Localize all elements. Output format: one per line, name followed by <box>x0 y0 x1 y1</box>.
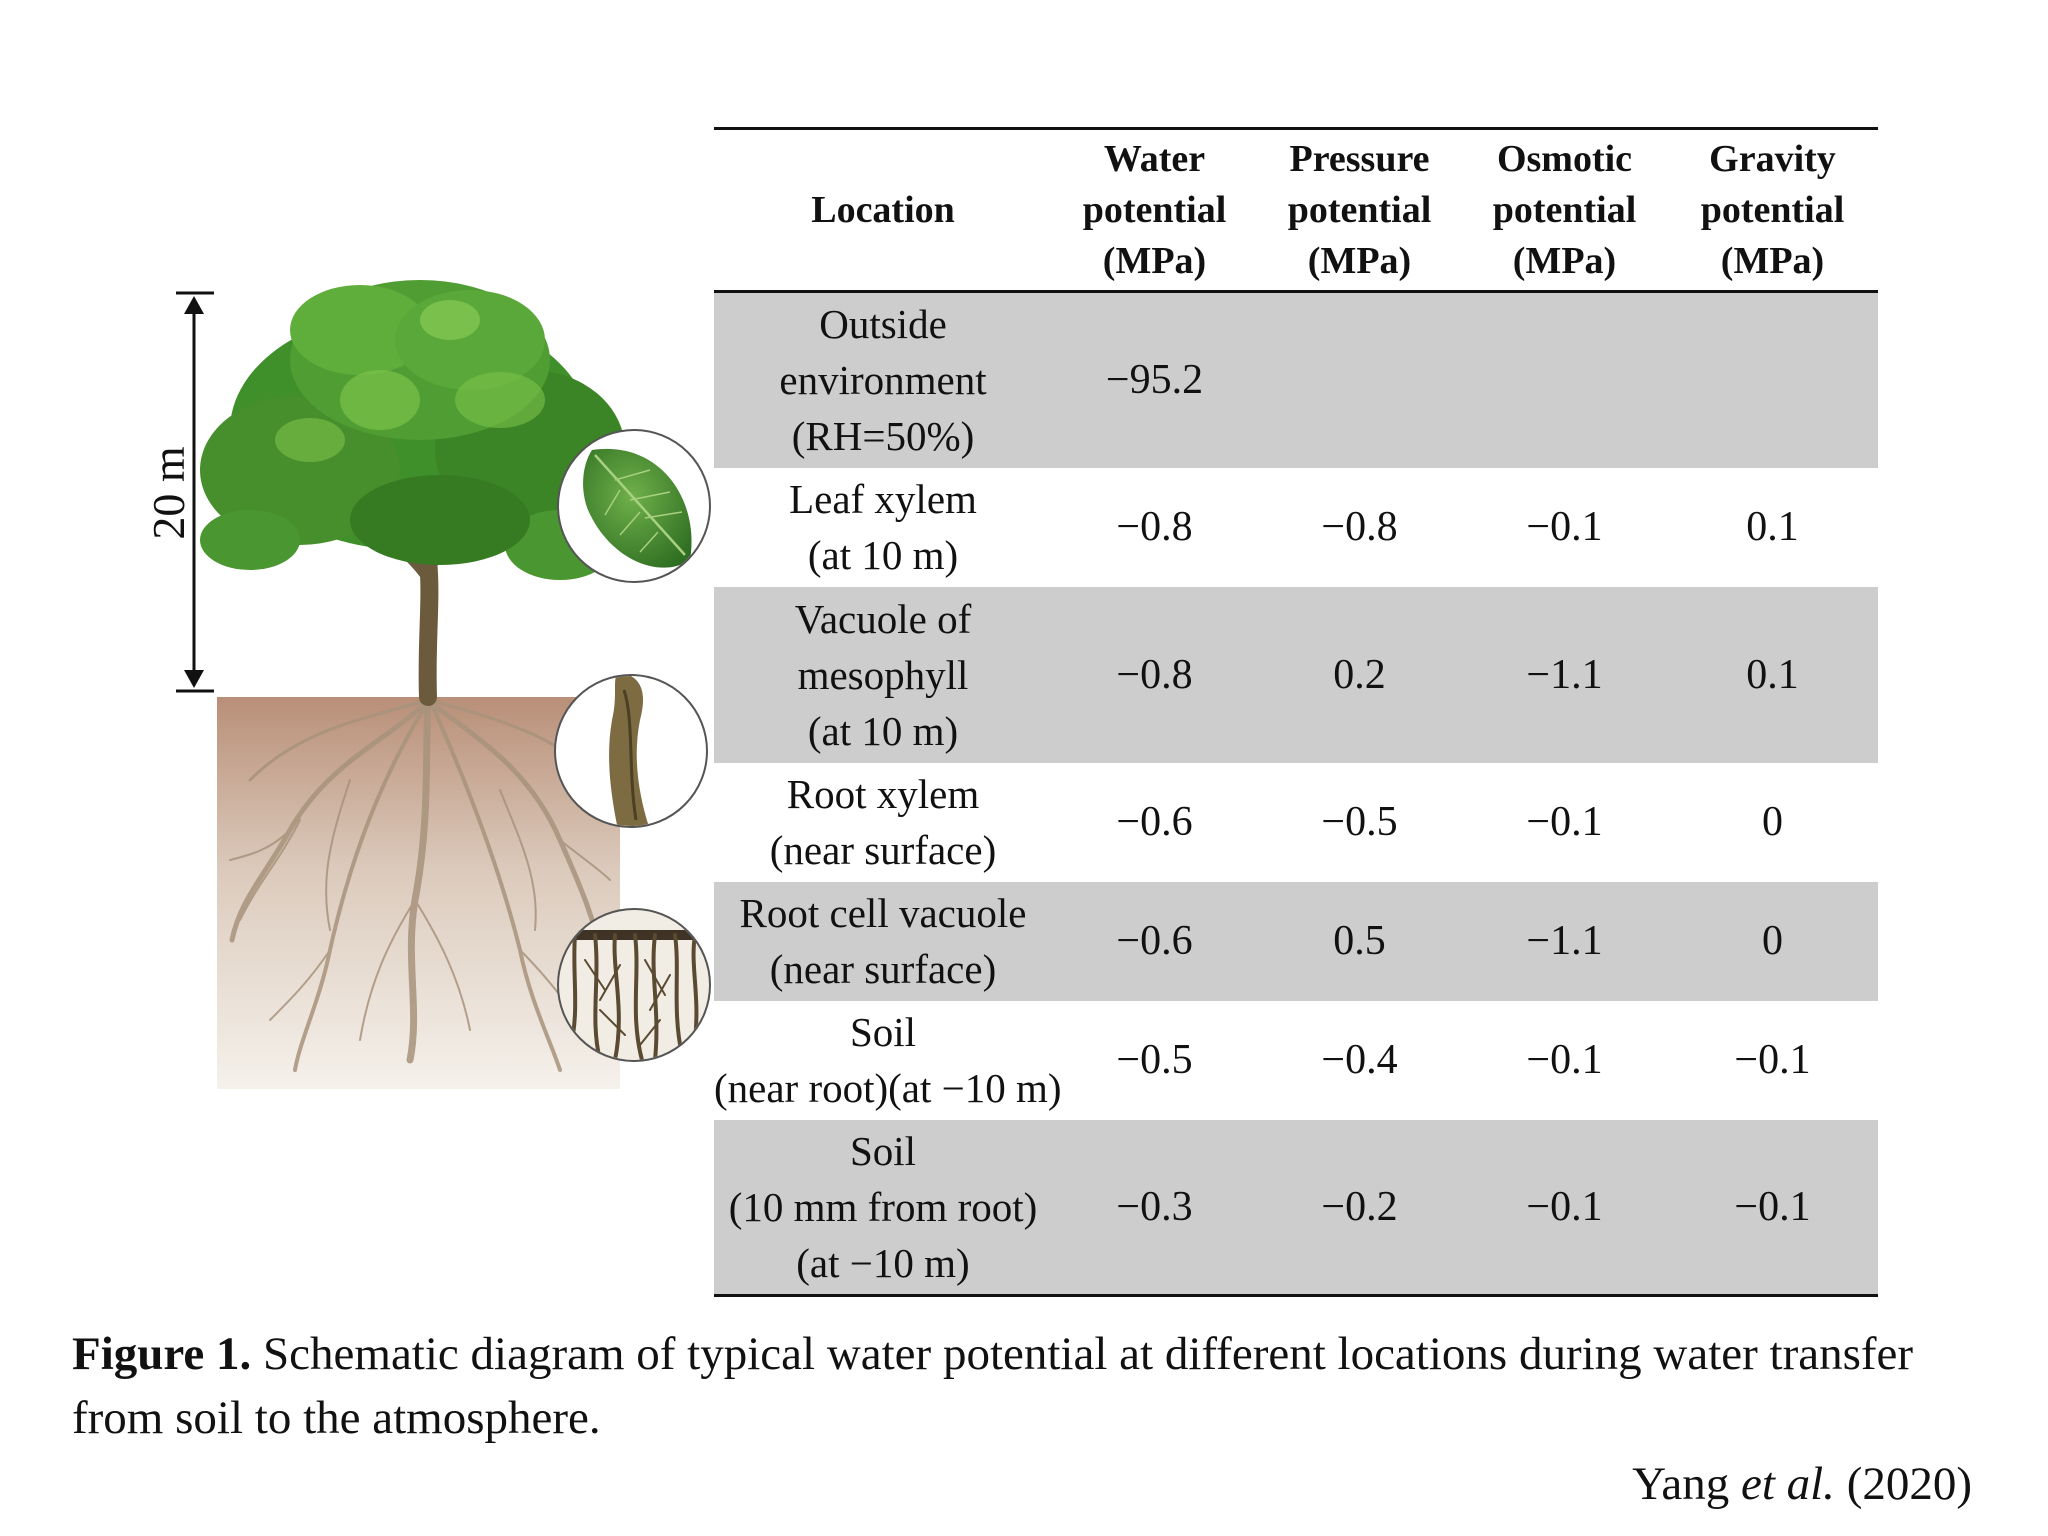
cell-osmotic-potential <box>1462 292 1667 468</box>
citation-etal: et al. <box>1740 1458 1835 1510</box>
cell-osmotic-potential: −1.1 <box>1462 882 1667 1001</box>
header-osmotic-potential: Osmotic potential (MPa) <box>1462 129 1667 292</box>
table-row <box>714 763 1878 882</box>
cell-pressure-potential: −0.4 <box>1321 1037 1398 1083</box>
citation-year: (2020) <box>1834 1458 1972 1510</box>
cell-location: Root xylem (near surface) <box>769 771 997 873</box>
cell-water-potential: −0.8 <box>1052 587 1257 763</box>
cell-pressure-potential: −0.2 <box>1257 1120 1462 1296</box>
cell-location: Soil (10 mm from root) (at −10 m) <box>714 1120 1052 1296</box>
citation-author: Yang <box>1632 1458 1741 1510</box>
cell-water-potential: −0.6 <box>1116 799 1193 845</box>
cell-water-potential: −0.6 <box>1052 882 1257 1001</box>
cell-pressure-potential: 0.5 <box>1257 882 1462 1001</box>
leaf-icon <box>558 430 710 582</box>
cell-pressure-potential: −0.8 <box>1321 504 1398 550</box>
cell-pressure-potential: 0.2 <box>1257 587 1462 763</box>
cell-gravity-potential: −0.1 <box>1734 1037 1811 1083</box>
table-row <box>714 1120 1878 1296</box>
table-row <box>714 292 1878 468</box>
cell-pressure-potential: −0.5 <box>1321 799 1398 845</box>
table-row <box>714 587 1878 763</box>
cell-location: Leaf xylem (at 10 m) <box>789 476 977 578</box>
cell-gravity-potential: 0.1 <box>1667 587 1878 763</box>
caption-text: Schematic diagram of typical water potential at different locations during water transfer from soil to the atmosphere. <box>72 1328 1914 1444</box>
cell-osmotic-potential: −0.1 <box>1462 1120 1667 1296</box>
cell-osmotic-potential: −1.1 <box>1462 587 1667 763</box>
table-row <box>714 468 1878 587</box>
table-row <box>714 1001 1878 1120</box>
cell-osmotic-potential: −0.1 <box>1526 799 1603 845</box>
cell-water-potential: −0.8 <box>1116 504 1193 550</box>
figure-caption <box>72 1322 1972 1450</box>
cell-pressure-potential <box>1257 292 1462 468</box>
cell-gravity-potential: 0 <box>1667 882 1878 1001</box>
cell-gravity-potential: 0 <box>1762 799 1783 845</box>
cell-water-potential: −0.5 <box>1116 1037 1193 1083</box>
header-water-potential: Water potential (MPa) <box>1052 129 1257 292</box>
cell-location: Vacuole of mesophyll (at 10 m) <box>714 587 1052 763</box>
cell-location: Outside environment (RH=50%) <box>714 292 1052 468</box>
cell-osmotic-potential: −0.1 <box>1526 504 1603 550</box>
header-location: Location <box>714 129 1052 292</box>
tree-canopy <box>200 280 625 580</box>
roots-icon <box>558 909 710 1061</box>
cell-location: Soil (near root)(at −10 m) <box>714 1009 1062 1111</box>
cell-gravity-potential: −0.1 <box>1667 1120 1878 1296</box>
cell-gravity-potential <box>1667 292 1878 468</box>
height-label: 20 m <box>143 446 194 540</box>
cell-gravity-potential: 0.1 <box>1746 504 1799 550</box>
cell-water-potential: −95.2 <box>1052 292 1257 468</box>
cell-water-potential: −0.3 <box>1052 1120 1257 1296</box>
figure-label: Figure 1. <box>72 1328 252 1380</box>
table-row <box>714 882 1878 1001</box>
cell-location: Root cell vacuole (near surface) <box>714 882 1052 1001</box>
header-pressure-potential: Pressure potential (MPa) <box>1257 129 1462 292</box>
table-header-row <box>714 129 1878 292</box>
header-gravity-potential: Gravity potential (MPa) <box>1667 129 1878 292</box>
water-potential-table <box>714 127 1878 1297</box>
cell-osmotic-potential: −0.1 <box>1526 1037 1603 1083</box>
citation <box>1632 1452 1972 1516</box>
stem-icon <box>555 672 707 830</box>
